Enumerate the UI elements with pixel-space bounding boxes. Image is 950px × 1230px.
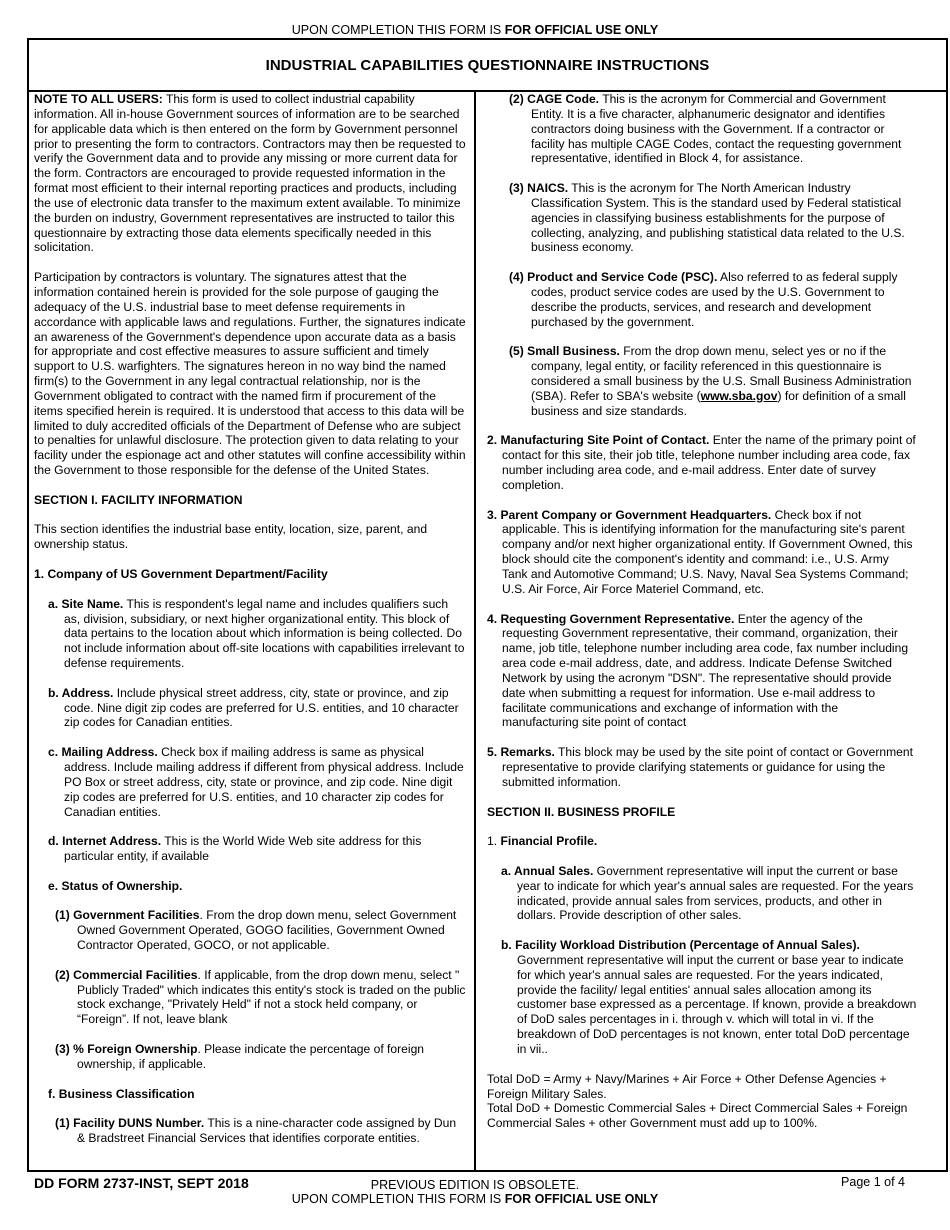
address-label: b. Address.: [48, 685, 114, 700]
participation-paragraph: Participation by contractors is voluntary. The signatures attest that the information contained herein is provided for the sole purpose of gauging the adequacy of the U.S. industrial base to meet defense requirements in accordance with applicable laws and regulations. Further, the signatures indicate an awareness of the Government's dependence upon accurate data as a basis for appropriate and cost effective measures to assure sufficient and timely support to U.S. warfighters. The signatures hereon in no way bind the named firm(s) to the Government in any legal contractual relationship, nor is the Government obligated to contract with the named firm if procurement of the items specified herein is required. It is understood that access to this data will be limited to duly accredited officials of the Department of Defense who are subject to penalties for unlawful disclosure. The protection given to data relating to your facility under the espionage act and other statutes will confine accessibility within the Government to those responsible for the defense of the United States.: [34, 270, 466, 478]
item-naics: [487, 181, 917, 255]
item-requesting-rep: [487, 612, 917, 731]
form-identifier: DD FORM 2737-INST, SEPT 2018: [34, 1175, 249, 1191]
workload-text: Government representative will input the current or base year to indicate for which year's annual sales are requested. For the years indicated, provide the facility/ legal entities' annual sales allocation among its customer base expressed as a percentage. If known, provide a breakdown of DoD sales percentages in i. through v. which will total in vi. If the breakdown of DoD percentages is not known, enter total DoD percentage in vii..: [517, 952, 917, 1056]
note-text: This form is used to collect industrial capability information. All in-house Government sources of information are to be searched for applicable data which is then entered on the form by Government personnel prior to presenting the form to contractors. Contractors may then be requested to verify the Government data and to provide any missing or more current data for the form. Contractors are encouraged to provide requested information in the format most efficient to their internal reporting practices and products, including the use of electronic data transfer to the maximum extent available. To minimize the burden on industry, Government representatives are instructed to tailor this questionnaire by extracting those data elements specifically needed in this solicitation.: [34, 92, 466, 255]
item-mailing-address: [34, 745, 466, 819]
financial-profile-label: Financial Profile.: [500, 834, 598, 849]
psc-text: Also referred to as federal supply codes, product service codes are used by the U.S. Government to describe the products, services, and research and development purchased by the government.: [531, 270, 898, 329]
top-classification-banner: [0, 23, 950, 37]
financial-profile-number: 1.: [487, 834, 501, 849]
small-business-text: From the drop down menu, select yes or no if the company, legal entity, or facility referenced in this questionnaire is considered a small business by the U.S. Small Business Administration (SBA). Refer to SBA's website (: [531, 344, 912, 403]
item-remarks: [487, 745, 917, 790]
section1-heading: SECTION I. FACILITY INFORMATION: [34, 492, 243, 507]
small-business-label: (5) Small Business.: [509, 344, 620, 359]
item-annual-sales: [487, 864, 917, 923]
item1-heading: 1. Company of US Government Department/Facility: [34, 567, 328, 581]
gov-facilities-label: (1) Government Facilities: [55, 908, 200, 923]
item-government-facilities: [34, 908, 466, 953]
cage-label: (2) CAGE Code.: [509, 92, 600, 106]
total-dod-formula-2: Total DoD + Domestic Commercial Sales + Direct Commercial Sales + Foreign Commercial Sales + other Government must add up to 100%.: [487, 1101, 908, 1131]
section1-intro: This section identifies the industrial base entity, location, size, parent, and ownership status.: [34, 522, 428, 552]
item-internet-address: [34, 834, 466, 864]
commercial-facilities-label: (2) Commercial Facilities: [55, 967, 198, 982]
banner-prefix-bottom: UPON COMPLETION THIS FORM IS: [291, 1192, 505, 1206]
mailing-address-text: Check box if mailing address is same as physical address. Include mailing address if different from physical address. Include PO Box or street address, city, state or province, and zip code. Nine digit zip codes are preferred for U.S. entities, and 10 character zip codes for Canadian entities.: [64, 745, 464, 819]
item-small-business: [487, 344, 917, 418]
duns-text: This is a nine-character code assigned by Dun & Bradstreet Financial Services that identifies corporate entities.: [77, 1116, 457, 1146]
left-column: [34, 92, 466, 1146]
note-label: NOTE TO ALL USERS:: [34, 92, 163, 106]
item-address: [34, 686, 466, 731]
item-status-ownership: e. Status of Ownership.: [48, 878, 183, 893]
duns-label: (1) Facility DUNS Number.: [55, 1116, 205, 1131]
naics-text: This is the acronym for The North American Industry Classification System. This is the standard used by Federal statistical agencies in classifying business establishments for the purpose of collecting, analyzing, and publishing statistical data related to the U.S. business economy.: [531, 181, 905, 255]
annual-sales-text: Government representative will input the current or base year to indicate for which year's annual sales are requested. For the years indicated, provide annual sales from services, products, and other in dollars. Provide description of other sales.: [517, 863, 914, 923]
right-column: [487, 92, 917, 1131]
banner-bold-bottom: FOR OFFICIAL USE ONLY: [504, 1192, 659, 1206]
form-frame: [27, 38, 948, 1172]
previous-edition-notice: PREVIOUS EDITION IS OBSOLETE.: [370, 1178, 580, 1192]
requesting-rep-label: 4. Requesting Government Representative.: [487, 611, 735, 626]
site-name-text: This is respondent's legal name and includes qualifiers such as, division, subsidiary, or next higher organizational entity. This block of data pertains to the location about which information is being collected. Do not include information about off-site locations with capabilities irrelevant to defense requirements.: [64, 596, 465, 671]
gov-facilities-text: . From the drop down menu, select Government Owned Government Operated, GOGO facilities, Government Owned Contractor Operated, GOCO, or not applicable.: [77, 908, 457, 953]
small-business-tail: ) for definition of a small business and size standards.: [531, 388, 906, 418]
item-site-name: [34, 597, 466, 671]
note-to-users: [34, 92, 466, 255]
item-financial-profile: [487, 834, 917, 849]
section2-heading: SECTION II. BUSINESS PROFILE: [487, 804, 676, 819]
item-cage-code: [487, 92, 917, 166]
item-site-contact: [487, 433, 917, 492]
item-foreign-ownership: [34, 1042, 466, 1072]
parent-company-text: Check box if not applicable. This is identifying information for the manufacturing site's parent company and/or next higher organizational entity. If Government Owned, this block should cite the component's identity and command: i.e., U.S. Army Tank and Automotive Command; U.S. Navy, Naval Sea Systems Command; U.S. Air Force, Air Force Materiel Command, etc.: [502, 507, 913, 596]
banner-bold: FOR OFFICIAL USE ONLY: [504, 23, 659, 37]
bottom-classification-banner: [0, 1192, 950, 1206]
column-divider: [474, 90, 476, 1170]
internet-address-text: This is the World Wide Web site address for this particular entity, if available: [64, 834, 422, 864]
commercial-facilities-text: . If applicable, from the drop down menu, select " Publicly Traded" which indicates this entity's stock is traded on the public stock exchange, "Privately Held" if not a stock held company, or “Foreign”. If not, leave blank: [77, 967, 466, 1027]
form-title: INDUSTRIAL CAPABILITIES QUESTIONNAIRE INSTRUCTIONS: [29, 40, 946, 92]
site-name-label: a. Site Name.: [48, 596, 124, 611]
site-contact-text: Enter the name of the primary point of contact for this site, their job title, telephone number including area code, fax number including area code, and e-mail address. Enter date of survey completion.: [502, 433, 916, 492]
workload-label: b. Facility Workload Distribution (Percentage of Annual Sales).: [501, 938, 860, 953]
page-number: Page 1 of 4: [841, 1175, 905, 1189]
remarks-label: 5. Remarks.: [487, 745, 555, 760]
parent-company-label: 3. Parent Company or Government Headquarters.: [487, 507, 772, 522]
item-duns-number: [34, 1116, 466, 1146]
psc-label: (4) Product and Service Code (PSC).: [509, 270, 718, 285]
item-workload-distribution: [487, 938, 917, 1057]
site-contact-label: 2. Manufacturing Site Point of Contact.: [487, 433, 710, 448]
naics-label: (3) NAICS.: [509, 181, 569, 196]
item-parent-company: [487, 508, 917, 597]
foreign-ownership-label: (3) % Foreign Ownership: [55, 1042, 198, 1056]
address-text: Include physical street address, city, state or province, and zip code. Nine digit zip codes are preferred for U.S. entities, and 10 character zip codes for Canadian entities.: [64, 685, 459, 730]
foreign-ownership-text: . Please indicate the percentage of foreign ownership, if applicable.: [77, 1042, 425, 1071]
item-commercial-facilities: [34, 968, 466, 1027]
item-psc: [487, 270, 917, 329]
total-dod-formula-1: Total DoD = Army + Navy/Marines + Air Force + Other Defense Agencies + Foreign Military Sales.: [487, 1071, 887, 1101]
annual-sales-label: a. Annual Sales.: [501, 863, 594, 878]
sba-website-link[interactable]: www.sba.gov: [700, 388, 778, 403]
internet-address-label: d. Internet Address.: [48, 834, 162, 849]
remarks-text: This block may be used by the site point of contact or Government representative to provide clarifying statements or guidance for using the submitted information.: [502, 745, 913, 789]
mailing-address-label: c. Mailing Address.: [48, 745, 158, 760]
requesting-rep-text: Enter the agency of the requesting Government representative, their command, organization, their name, job title, telephone number including area code, fax number including area code e-mail address, date, and address. Indicate Defense Switched Network by using the acronym "DSN". The representative should provide date when submitting a request for information. Use e-mail address to facilitate communications and exchange of information with the manufacturing site point of contact: [502, 611, 909, 730]
banner-prefix: UPON COMPLETION THIS FORM IS: [291, 23, 505, 37]
cage-text: This is the acronym for Commercial and Government Entity. It is a five character, alphanumeric designator and identifies contractors doing business with the Government. If a contractor or facility has multiple CAGE Codes, contact the requesting government representative, identified in Block 4, for assistance.: [531, 92, 902, 166]
item-business-classification: f. Business Classification: [48, 1086, 195, 1101]
